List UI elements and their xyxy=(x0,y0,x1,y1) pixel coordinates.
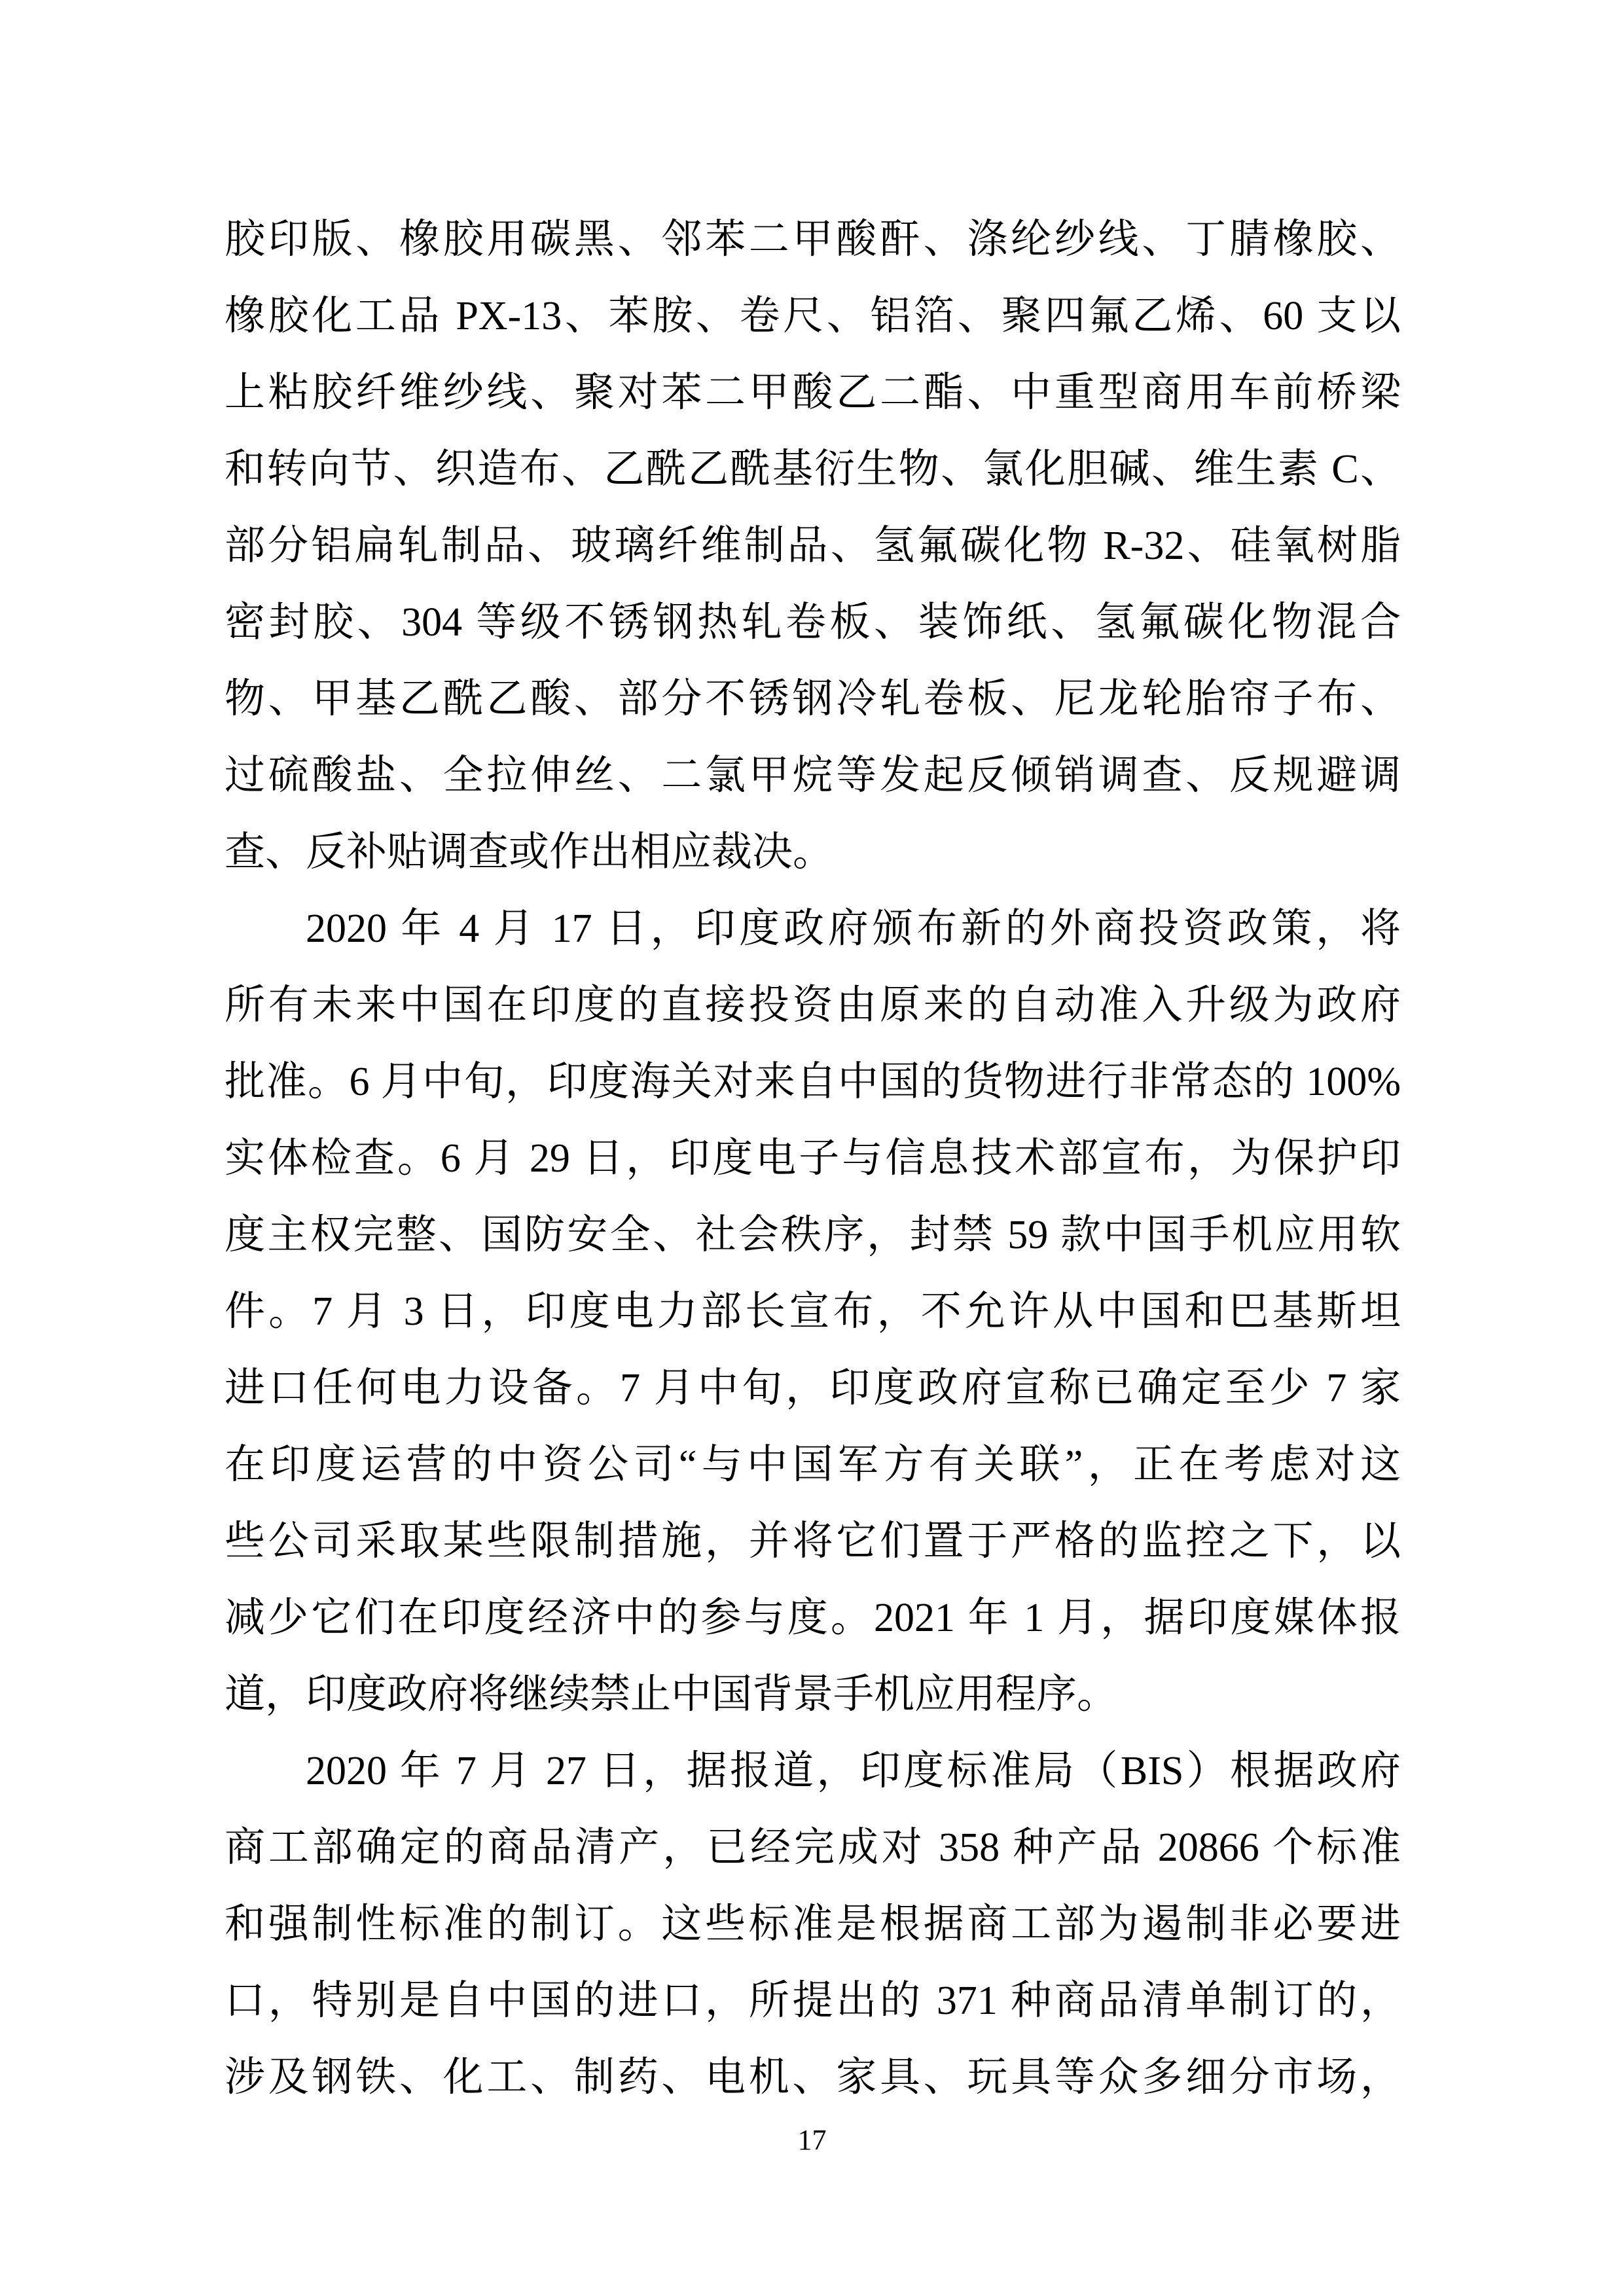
text-line: 查、反补贴调查或作出相应裁决。 xyxy=(225,830,834,874)
text-line: 过硫酸盐、全拉伸丝、二氯甲烷等发起反倾销调查、反规避调 xyxy=(225,753,1401,798)
text-line: 批准。6 月中旬，印度海关对来自中国的货物进行非常态的 100% xyxy=(225,1060,1401,1104)
text-line: 在印度运营的中资公司“与中国军方有关联”，正在考虑对这 xyxy=(225,1443,1401,1487)
text-line: 度主权完整、国防安全、社会秩序，封禁 59 款中国手机应用软 xyxy=(225,1213,1401,1257)
text-line: 道，印度政府将继续禁止中国背景手机应用程序。 xyxy=(225,1672,1118,1717)
text-line: 部分铝扁轧制品、玻璃纤维制品、氢氟碳化物 R-32、硅氧树脂 xyxy=(225,524,1401,568)
text-line: 和强制性标准的制订。这些标准是根据商工部为遏制非必要进 xyxy=(225,1902,1401,1946)
text-line: 进口任何电力设备。7 月中旬，印度政府宣称已确定至少 7 家 xyxy=(225,1366,1401,1410)
text-line: 减少它们在印度经济中的参与度。2021 年 1 月，据印度媒体报 xyxy=(225,1596,1401,1640)
text-line: 和转向节、织造布、乙酰乙酰基衍生物、氯化胆碱、维生素 C、 xyxy=(225,447,1401,492)
text-line: 物、甲基乙酰乙酸、部分不锈钢冷轧卷板、尼龙轮胎帘子布、 xyxy=(225,677,1401,721)
text-line: 密封胶、304 等级不锈钢热轧卷板、装饰纸、氢氟碳化物混合 xyxy=(225,600,1401,645)
page-number: 17 xyxy=(797,2124,827,2156)
text-line: 所有未来中国在印度的直接投资由原来的自动准入升级为政府 xyxy=(225,983,1401,1028)
text-line: 2020 年 7 月 27 日，据报道，印度标准局（BIS）根据政府 xyxy=(306,1749,1401,1793)
text-line: 2020 年 4 月 17 日，印度政府颁布新的外商投资政策，将 xyxy=(306,906,1401,951)
text-line: 实体检查。6 月 29 日，印度电子与信息技术部宣布，为保护印 xyxy=(225,1136,1401,1181)
text-line: 口，特别是自中国的进口，所提出的 371 种商品清单制订的， xyxy=(225,1979,1401,2023)
text-line: 商工部确定的商品清产，已经完成对 358 种产品 20866 个标准 xyxy=(225,1825,1401,1870)
text-line: 上粘胶纤维纱线、聚对苯二甲酸乙二酯、中重型商用车前桥梁 xyxy=(225,370,1401,415)
text-line: 橡胶化工品 PX-13、苯胺、卷尺、铝箔、聚四氟乙烯、60 支以 xyxy=(225,294,1401,338)
page-footer xyxy=(0,2121,1624,2160)
document-body xyxy=(225,202,1401,2116)
text-line: 些公司采取某些限制措施，并将它们置于严格的监控之下，以 xyxy=(225,1519,1401,1564)
text-line: 涉及钢铁、化工、制药、电机、家具、玩具等众多细分市场， xyxy=(225,2055,1401,2100)
text-line: 件。7 月 3 日，印度电力部长宣布，不允许从中国和巴基斯坦 xyxy=(225,1289,1401,1334)
text-line: 胶印版、橡胶用碳黑、邻苯二甲酸酐、涤纶纱线、丁腈橡胶、 xyxy=(225,217,1401,262)
